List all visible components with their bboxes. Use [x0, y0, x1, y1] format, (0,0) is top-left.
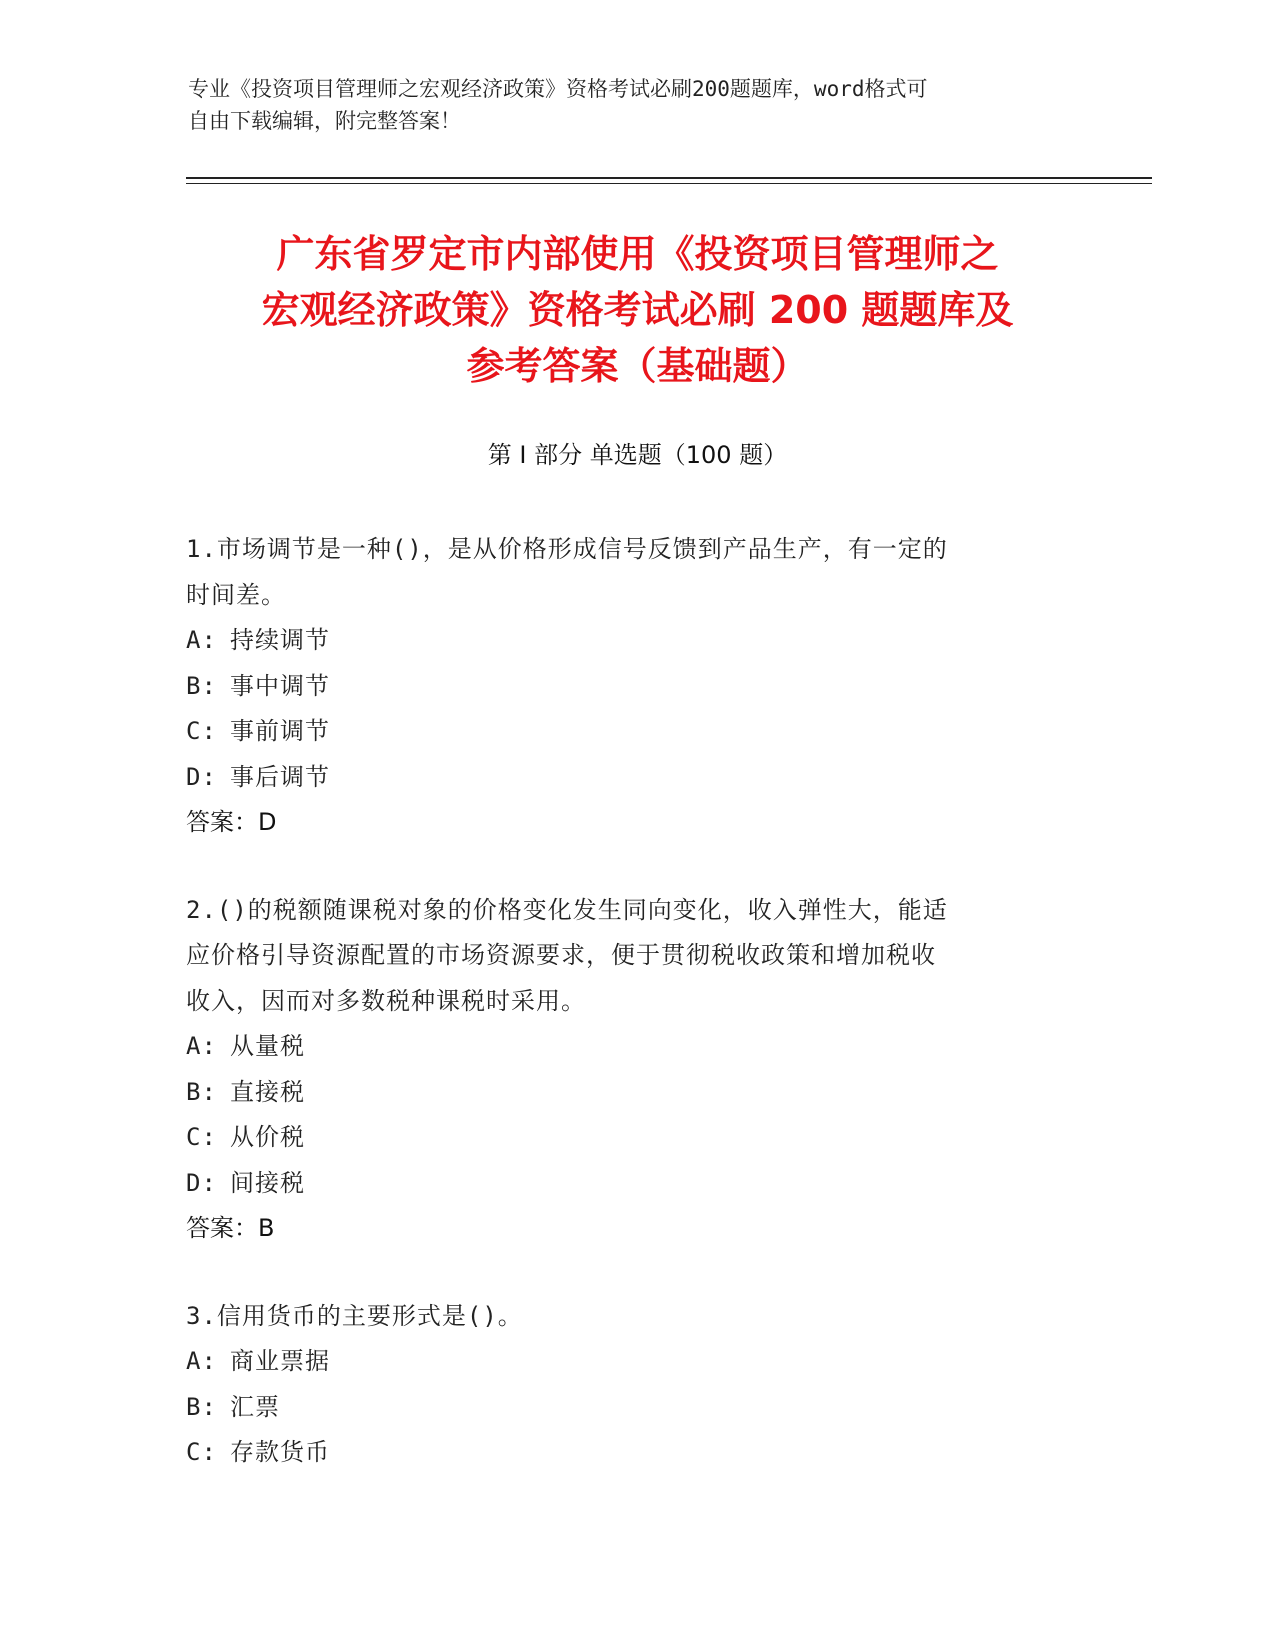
option-label: A: — [186, 1032, 217, 1060]
header-intro-line-1: 专业《投资项目管理师之宏观经济政策》资格考试必刷200题题库，word格式可 — [188, 77, 928, 101]
answer-line: 答案：B — [186, 1214, 275, 1242]
question-list — [186, 527, 1066, 1518]
option-label: C: — [186, 1438, 217, 1466]
header-divider-thick — [186, 177, 1152, 179]
option-text: 直接税 — [230, 1077, 305, 1106]
option-label: B: — [186, 1077, 217, 1106]
question-2 — [186, 888, 1066, 1252]
question-stem-line: 3.信用货币的主要形式是()。 — [186, 1301, 523, 1330]
title-line-1: 广东省罗定市内部使用《投资项目管理师之 — [276, 232, 999, 276]
header-intro-line-2: 自由下载编辑，附完整答案！ — [188, 109, 461, 133]
option-c — [186, 709, 1066, 755]
option-text: 事中调节 — [230, 671, 330, 700]
option-label: B: — [186, 1392, 217, 1421]
option-text: 间接税 — [230, 1168, 305, 1197]
option-label: B: — [186, 671, 217, 700]
option-label: C: — [186, 1123, 217, 1151]
option-b — [186, 1070, 1066, 1116]
option-label: C: — [186, 717, 217, 745]
question-stem-line: 收入，因而对多数税种课税时采用。 — [186, 986, 586, 1015]
option-text: 汇票 — [230, 1392, 280, 1421]
option-text: 事后调节 — [230, 762, 330, 791]
option-a — [186, 618, 1066, 664]
question-3 — [186, 1294, 1066, 1476]
option-b — [186, 664, 1066, 710]
question-stem-line: 时间差。 — [186, 580, 286, 609]
header-intro — [188, 73, 1068, 137]
option-text: 从价税 — [230, 1123, 305, 1151]
option-d — [186, 1161, 1066, 1207]
option-a — [186, 1339, 1066, 1385]
option-text: 事前调节 — [230, 717, 330, 745]
question-stem-line: 1.市场调节是一种()，是从价格形成信号反馈到产品生产，有一定的 — [186, 535, 948, 563]
document-title — [186, 226, 1089, 394]
option-c — [186, 1430, 1066, 1476]
question-stem-line: 应价格引导资源配置的市场资源要求，便于贯彻税收政策和增加税收 — [186, 941, 936, 969]
option-label: D: — [186, 762, 217, 791]
option-text: 持续调节 — [230, 626, 330, 654]
title-line-3: 参考答案（基础题） — [466, 344, 809, 388]
option-d — [186, 755, 1066, 801]
option-text: 存款货币 — [230, 1438, 330, 1466]
option-c — [186, 1115, 1066, 1161]
question-stem-line: 2.()的税额随课税对象的价格变化发生同向变化，收入弹性大，能适 — [186, 895, 948, 924]
option-text: 从量税 — [230, 1032, 305, 1060]
option-text: 商业票据 — [230, 1347, 330, 1375]
option-label: D: — [186, 1168, 217, 1197]
header-divider-thin — [186, 183, 1152, 184]
option-label: A: — [186, 626, 217, 654]
title-line-2: 宏观经济政策》资格考试必刷 200 题题库及 — [261, 288, 1014, 332]
option-b — [186, 1385, 1066, 1431]
option-a — [186, 1024, 1066, 1070]
section-heading: 第 I 部分 单选题（100 题） — [487, 441, 788, 469]
option-label: A: — [186, 1347, 217, 1375]
answer-line: 答案：D — [186, 808, 277, 836]
question-1 — [186, 527, 1066, 846]
